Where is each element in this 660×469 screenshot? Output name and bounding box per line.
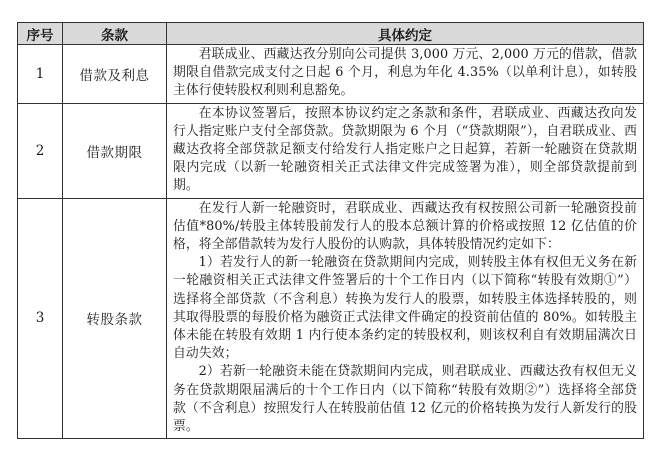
row-term: 借款及利息: [63, 45, 167, 104]
detail-paragraph: 在本协议签署后，按照本协议约定之条款和条件，君联成业、西藏达孜向发行人指定账户支付全部贷款。贷款期限为 6 个月（“贷款期限”），自君联成业、西藏达孜将全部贷款足额支付给发行人指定账户之日起算，若新一轮融资在贷款期限内完成（以新一轮融资相关正式法律文件完成签署为准），则全部贷款提前到期。: [173, 105, 637, 194]
detail-paragraph: 2）若新一轮融资未能在贷款期间内完成，则君联成业、西藏达孜有权但无义务在贷款期限届满后的十个工作日内（以下简称“转股有效期②”）选择将全部贷款（不含利息）按照发行人在转股前估值 12 亿元的价格转换为发行人新发行的股票。: [173, 364, 637, 435]
header-seq: 序号: [18, 23, 63, 45]
row-detail: [167, 45, 644, 104]
loan-terms-table: [17, 22, 644, 439]
row-term: 借款期限: [63, 103, 167, 198]
table-row: [18, 103, 644, 198]
header-detail: 具体约定: [167, 23, 644, 45]
table-header-row: [18, 23, 644, 45]
row-term: 转股条款: [63, 198, 167, 439]
detail-paragraph: 君联成业、西藏达孜分别向公司提供 3,000 万元、2,000 万元的借款，借款期限自借款完成支付之日起 6 个月，利息为年化 4.35%（以单利计息），如转股主体行使转股权利则利息豁免。: [173, 47, 637, 99]
header-term: 条款: [63, 23, 167, 45]
detail-paragraph: 1）若发行人的新一轮融资在贷款期间内完成，则转股主体有权但无义务在新一轮融资相关正式法律文件签署后的十个工作日内（以下简称“转股有效期①”）选择将全部贷款（不含利息）转换为发行人的股票，如转股主体选择转股的，则其取得股票的每股价格为融资正式法律文件确定的投资前估值的 80%。如转股主体未能在转股有效期 1 内行使本条约定的转股权利，则该权利自有效期届满次日自动失效；: [173, 255, 637, 362]
row-seq: 1: [18, 45, 63, 104]
table-row: [18, 45, 644, 104]
table-row: [18, 198, 644, 439]
row-detail: [167, 198, 644, 439]
row-seq: 3: [18, 198, 63, 439]
row-seq: 2: [18, 103, 63, 198]
row-detail: [167, 103, 644, 198]
detail-paragraph: 在发行人新一轮融资时，君联成业、西藏达孜有权按照公司新一轮融资投前估值*80%/转股主体转股前发行人的股本总额计算的价格或按照 12 亿估值的价格，将全部借款转为发行人股份的认购款，具体转股情况约定如下：: [173, 200, 637, 253]
